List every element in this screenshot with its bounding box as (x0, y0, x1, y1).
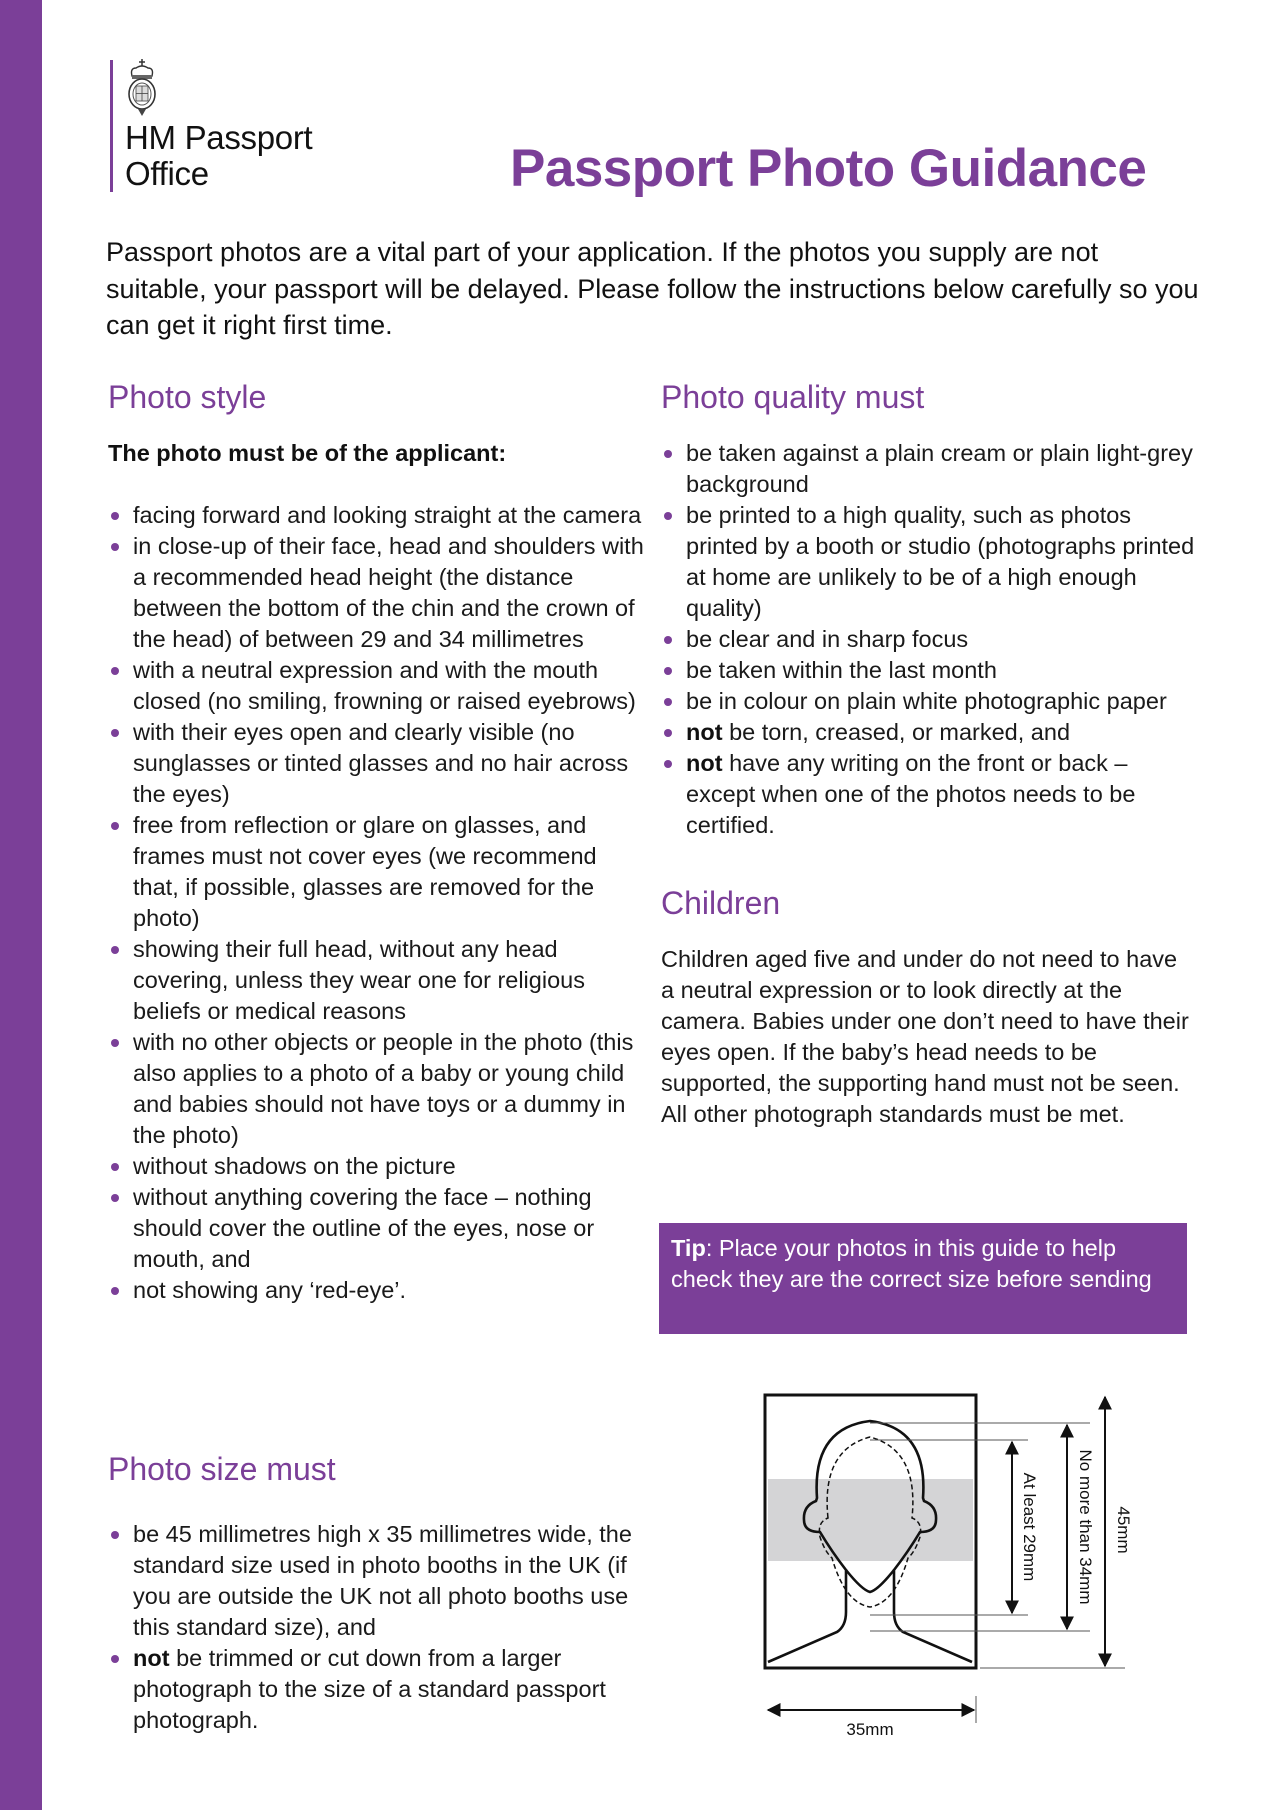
list-item: facing forward and looking straight at the camera (108, 500, 648, 531)
bullet-icon (111, 1287, 119, 1295)
bullet-icon (664, 698, 672, 706)
intro-paragraph: Passport photos are a vital part of your application. If the photos you supply are not suitable, your passport will be delayed. Please follow the instructions below carefully so you can get it right first time. (106, 237, 1199, 340)
photo-style-heading: Photo style (108, 379, 267, 415)
photo-style-subheading: The photo must be of the applicant: (108, 440, 507, 466)
royal-coat-of-arms-icon (126, 58, 158, 118)
bullet-icon (111, 1194, 119, 1202)
bullet-icon (111, 1039, 119, 1047)
bullet-icon (111, 822, 119, 830)
photo-style-section (108, 378, 648, 1306)
list-item: with no other objects or people in the photo (this also applies to a photo of a baby or young child and babies should not have toys or a dummy in the photo) (108, 1027, 648, 1151)
bullet-icon (111, 667, 119, 675)
bullet-icon (111, 729, 119, 737)
children-heading: Children (661, 885, 781, 921)
list-item: be clear and in sharp focus (661, 624, 1201, 655)
list-item: not showing any ‘red-eye’. (108, 1275, 648, 1306)
max-head-label: No more than 34mm (1076, 1449, 1095, 1605)
list-item: be in colour on plain white photographic paper (661, 686, 1201, 717)
bullet-icon (664, 667, 672, 675)
bullet-icon (111, 1531, 119, 1539)
photo-size-section (108, 1450, 648, 1736)
photo-size-heading: Photo size must (108, 1451, 336, 1487)
list-item: free from reflection or glare on glasses, and frames must not cover eyes (we recommend that, if possible, glasses are removed for the photo) (108, 810, 648, 934)
photo-quality-heading: Photo quality must (661, 379, 925, 415)
bullet-icon (664, 512, 672, 520)
bullet-icon (664, 636, 672, 644)
photo-quality-section (661, 378, 1201, 841)
photo-size-diagram (740, 1380, 1160, 1760)
bullet-icon (111, 543, 119, 551)
page-title: Passport Photo Guidance (510, 139, 1147, 198)
hm-passport-office-logo (108, 58, 348, 194)
photo-style-list (108, 500, 648, 1306)
bullet-icon (664, 450, 672, 458)
bullet-icon (111, 946, 119, 954)
logo-divider (110, 60, 113, 192)
tip-callout (659, 1223, 1187, 1334)
list-item: not be torn, creased, or marked, and (661, 717, 1201, 748)
list-item: without anything covering the face – nothing should cover the outline of the eyes, nose or mouth, and (108, 1182, 648, 1275)
children-paragraph: Children aged five and under do not need to have a neutral expression or to look directly at the camera. Babies under one don’t need to have their eyes open. If the baby’s head needs to be supported, the supporting hand must not be seen. All other photograph standards must be met. (661, 946, 1189, 1127)
bullet-icon (111, 1655, 119, 1663)
bullet-icon (111, 1163, 119, 1171)
tip-label: Tip (671, 1235, 706, 1261)
logo-line-2: Office (125, 155, 209, 192)
children-section (661, 884, 1191, 1130)
list-item: with a neutral expression and with the mouth closed (no smiling, frowning or raised eyebrows) (108, 655, 648, 717)
logo-line-1: HM Passport (125, 119, 313, 156)
eye-zone-band (768, 1479, 973, 1561)
list-item: without shadows on the picture (108, 1151, 648, 1182)
tip-text: : Place your photos in this guide to help check they are the correct size before sending (671, 1235, 1152, 1292)
photo-height-label: 45mm (1114, 1506, 1133, 1554)
list-item: not have any writing on the front or back – except when one of the photos needs to be certified. (661, 748, 1201, 841)
logo-wordmark (125, 120, 312, 192)
photo-width-label: 35mm (846, 1720, 894, 1739)
list-item: be printed to a high quality, such as photos printed by a booth or studio (photographs printed at home are unlikely to be of a high enough quality) (661, 500, 1201, 624)
bullet-icon (664, 760, 672, 768)
list-item: be taken against a plain cream or plain light-grey background (661, 438, 1201, 500)
list-item: not be trimmed or cut down from a larger photograph to the size of a standard passport photograph. (108, 1643, 648, 1736)
list-item: in close-up of their face, head and shoulders with a recommended head height (the distance between the bottom of the chin and the crown of the head) of between 29 and 34 millimetres (108, 531, 648, 655)
head-dimensions-diagram (740, 1380, 1160, 1760)
list-item: be taken within the last month (661, 655, 1201, 686)
min-head-label: At least 29mm (1020, 1472, 1039, 1582)
photo-quality-list (661, 438, 1201, 841)
photo-size-list (108, 1519, 648, 1736)
list-item: be 45 millimetres high x 35 millimetres wide, the standard size used in photo booths in the UK (if you are outside the UK not all photo booths use this standard size), and (108, 1519, 648, 1643)
purple-side-bar (0, 0, 42, 1810)
bullet-icon (664, 729, 672, 737)
list-item: showing their full head, without any head covering, unless they wear one for religious beliefs or medical reasons (108, 934, 648, 1027)
list-item: with their eyes open and clearly visible (no sunglasses or tinted glasses and no hair across the eyes) (108, 717, 648, 810)
bullet-icon (111, 512, 119, 520)
